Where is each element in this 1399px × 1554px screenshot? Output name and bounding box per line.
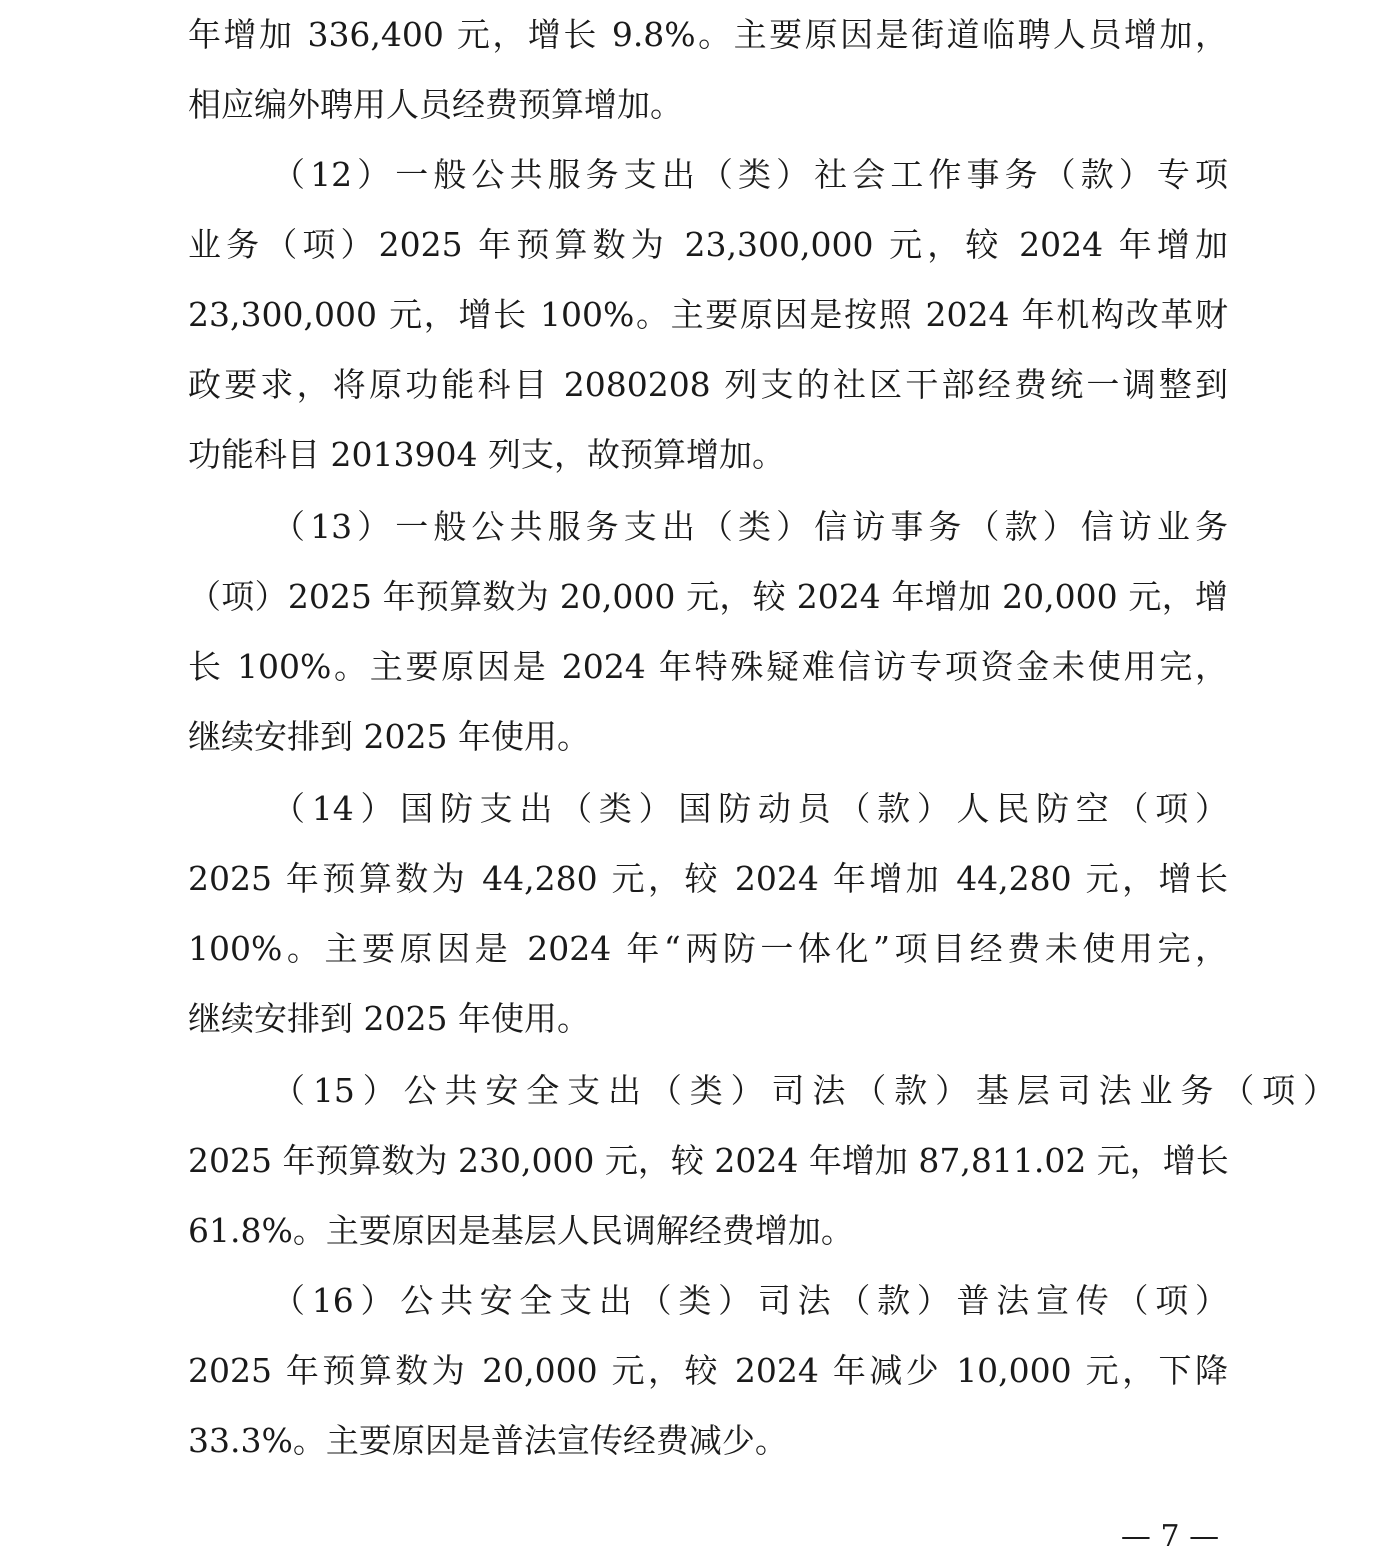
text-line-6: 政要求，将原功能科目 2080208 列支的社区干部经费统一调整到 [188, 365, 1228, 404]
text-line-9: （项）2025 年预算数为 20,000 元，较 2024 年增加 20,000 元，增 [188, 577, 1228, 616]
paragraph-14-heading: （14）国防支出（类）国防动员（款）人民防空（项） [272, 789, 1228, 828]
text-line-5: 23,300,000 元，增长 100%。主要原因是按照 2024 年机构改革财 [188, 295, 1228, 334]
text-line-14: 100%。主要原因是 2024 年“两防一体化”项目经费未使用完， [188, 929, 1228, 968]
text-line-4: 业务（项）2025 年预算数为 23,300,000 元，较 2024 年增加 [188, 225, 1228, 264]
paragraph-13-heading: （13）一般公共服务支出（类）信访事务（款）信访业务 [272, 507, 1228, 546]
text-line-7: 功能科目 2013904 列支，故预算增加。 [188, 435, 785, 474]
text-line-10: 长 100%。主要原因是 2024 年特殊疑难信访专项资金未使用完， [188, 647, 1228, 686]
text-line-18: 61.8%。主要原因是基层人民调解经费增加。 [188, 1211, 854, 1250]
page-number: — 7 — [1120, 1519, 1220, 1554]
text-line-11: 继续安排到 2025 年使用。 [188, 717, 590, 756]
text-line-20: 2025 年预算数为 20,000 元，较 2024 年减少 10,000 元，下降 [188, 1351, 1228, 1390]
paragraph-15-heading: （15）公共安全支出（类）司法（款）基层司法业务（项） [272, 1071, 1336, 1110]
text-line-17: 2025 年预算数为 230,000 元，较 2024 年增加 87,811.02 元，增长 [188, 1141, 1229, 1180]
text-line-2: 相应编外聘用人员经费预算增加。 [188, 85, 683, 124]
text-line-15: 继续安排到 2025 年使用。 [188, 999, 590, 1038]
text-line-21: 33.3%。主要原因是普法宣传经费减少。 [188, 1421, 788, 1460]
text-line-1: 年增加 336,400 元，增长 9.8%。主要原因是街道临聘人员增加， [188, 15, 1228, 54]
paragraph-16-heading: （16）公共安全支出（类）司法（款）普法宣传（项） [272, 1281, 1228, 1320]
paragraph-12-heading: （12）一般公共服务支出（类）社会工作事务（款）专项 [272, 155, 1228, 194]
text-line-13: 2025 年预算数为 44,280 元，较 2024 年增加 44,280 元，增长 [188, 859, 1228, 898]
